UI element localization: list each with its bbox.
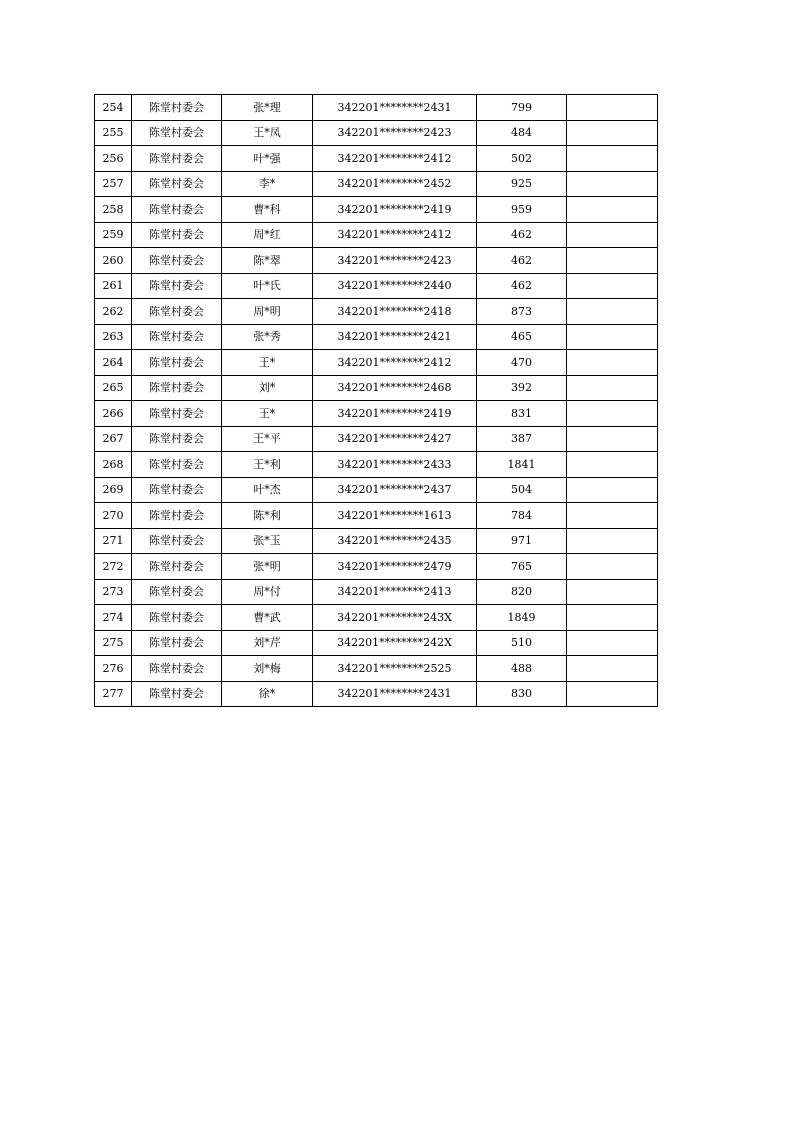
id-number-cell: 342201********2413 — [313, 579, 477, 605]
amount-cell: 470 — [477, 350, 567, 376]
note-cell — [567, 324, 658, 350]
table-row — [95, 528, 658, 554]
row-number-cell: 264 — [95, 350, 132, 376]
row-number-cell: 259 — [95, 222, 132, 248]
person-name-cell: 刘* — [222, 375, 313, 401]
amount-cell: 1841 — [477, 452, 567, 478]
village-cell: 陈堂村委会 — [132, 528, 222, 554]
person-name-cell: 刘*芹 — [222, 630, 313, 656]
note-cell — [567, 401, 658, 427]
amount-cell: 502 — [477, 146, 567, 172]
note-cell — [567, 656, 658, 682]
id-number-cell: 342201********2452 — [313, 171, 477, 197]
note-cell — [567, 477, 658, 503]
table-row — [95, 503, 658, 529]
id-number-cell: 342201********2431 — [313, 95, 477, 121]
note-cell — [567, 528, 658, 554]
table-row — [95, 452, 658, 478]
person-name-cell: 陈*利 — [222, 503, 313, 529]
id-number-cell: 342201********2525 — [313, 656, 477, 682]
table-row — [95, 171, 658, 197]
amount-cell: 925 — [477, 171, 567, 197]
note-cell — [567, 503, 658, 529]
table-row — [95, 146, 658, 172]
village-cell: 陈堂村委会 — [132, 630, 222, 656]
village-cell: 陈堂村委会 — [132, 656, 222, 682]
note-cell — [567, 375, 658, 401]
table-row — [95, 324, 658, 350]
person-name-cell: 王*利 — [222, 452, 313, 478]
village-cell: 陈堂村委会 — [132, 503, 222, 529]
id-number-cell: 342201********2433 — [313, 452, 477, 478]
note-cell — [567, 299, 658, 325]
person-name-cell: 王* — [222, 350, 313, 376]
amount-cell: 799 — [477, 95, 567, 121]
row-number-cell: 276 — [95, 656, 132, 682]
row-number-cell: 263 — [95, 324, 132, 350]
row-number-cell: 260 — [95, 248, 132, 274]
village-cell: 陈堂村委会 — [132, 273, 222, 299]
note-cell — [567, 554, 658, 580]
village-cell: 陈堂村委会 — [132, 171, 222, 197]
village-cell: 陈堂村委会 — [132, 350, 222, 376]
amount-cell: 830 — [477, 681, 567, 707]
person-name-cell: 王*凤 — [222, 120, 313, 146]
table-row — [95, 605, 658, 631]
id-number-cell: 342201********2427 — [313, 426, 477, 452]
row-number-cell: 257 — [95, 171, 132, 197]
person-name-cell: 张*理 — [222, 95, 313, 121]
person-name-cell: 叶*氏 — [222, 273, 313, 299]
note-cell — [567, 426, 658, 452]
note-cell — [567, 605, 658, 631]
note-cell — [567, 681, 658, 707]
village-cell: 陈堂村委会 — [132, 146, 222, 172]
row-number-cell: 274 — [95, 605, 132, 631]
village-cell: 陈堂村委会 — [132, 95, 222, 121]
row-number-cell: 256 — [95, 146, 132, 172]
id-number-cell: 342201********2468 — [313, 375, 477, 401]
row-number-cell: 275 — [95, 630, 132, 656]
document-page — [94, 94, 657, 707]
table-row — [95, 681, 658, 707]
table-row — [95, 273, 658, 299]
row-number-cell: 254 — [95, 95, 132, 121]
id-number-cell: 342201********2479 — [313, 554, 477, 580]
row-number-cell: 262 — [95, 299, 132, 325]
village-cell: 陈堂村委会 — [132, 452, 222, 478]
note-cell — [567, 95, 658, 121]
id-number-cell: 342201********2440 — [313, 273, 477, 299]
note-cell — [567, 120, 658, 146]
row-number-cell: 268 — [95, 452, 132, 478]
table-row — [95, 375, 658, 401]
id-number-cell: 342201********2412 — [313, 350, 477, 376]
village-cell: 陈堂村委会 — [132, 248, 222, 274]
table-row — [95, 197, 658, 223]
note-cell — [567, 248, 658, 274]
row-number-cell: 277 — [95, 681, 132, 707]
village-cell: 陈堂村委会 — [132, 299, 222, 325]
table-row — [95, 120, 658, 146]
person-name-cell: 王*平 — [222, 426, 313, 452]
village-cell: 陈堂村委会 — [132, 426, 222, 452]
row-number-cell: 271 — [95, 528, 132, 554]
person-name-cell: 王* — [222, 401, 313, 427]
amount-cell: 959 — [477, 197, 567, 223]
id-number-cell: 342201********2435 — [313, 528, 477, 554]
person-name-cell: 张*秀 — [222, 324, 313, 350]
table-row — [95, 477, 658, 503]
note-cell — [567, 197, 658, 223]
table-row — [95, 248, 658, 274]
person-name-cell: 徐* — [222, 681, 313, 707]
amount-cell: 462 — [477, 248, 567, 274]
amount-cell: 462 — [477, 273, 567, 299]
note-cell — [567, 146, 658, 172]
id-number-cell: 342201********2423 — [313, 120, 477, 146]
row-number-cell: 267 — [95, 426, 132, 452]
note-cell — [567, 350, 658, 376]
table-row — [95, 401, 658, 427]
amount-cell: 971 — [477, 528, 567, 554]
person-name-cell: 叶*杰 — [222, 477, 313, 503]
person-name-cell: 刘*梅 — [222, 656, 313, 682]
data-table — [94, 94, 658, 707]
note-cell — [567, 452, 658, 478]
amount-cell: 387 — [477, 426, 567, 452]
row-number-cell: 266 — [95, 401, 132, 427]
id-number-cell: 342201********2419 — [313, 197, 477, 223]
table-row — [95, 656, 658, 682]
village-cell: 陈堂村委会 — [132, 120, 222, 146]
village-cell: 陈堂村委会 — [132, 375, 222, 401]
id-number-cell: 342201********2421 — [313, 324, 477, 350]
village-cell: 陈堂村委会 — [132, 324, 222, 350]
person-name-cell: 曹*科 — [222, 197, 313, 223]
amount-cell: 765 — [477, 554, 567, 580]
table-row — [95, 299, 658, 325]
id-number-cell: 342201********2437 — [313, 477, 477, 503]
village-cell: 陈堂村委会 — [132, 222, 222, 248]
id-number-cell: 342201********2419 — [313, 401, 477, 427]
row-number-cell: 255 — [95, 120, 132, 146]
amount-cell: 1849 — [477, 605, 567, 631]
village-cell: 陈堂村委会 — [132, 554, 222, 580]
person-name-cell: 周*付 — [222, 579, 313, 605]
person-name-cell: 张*玉 — [222, 528, 313, 554]
village-cell: 陈堂村委会 — [132, 197, 222, 223]
person-name-cell: 李* — [222, 171, 313, 197]
note-cell — [567, 171, 658, 197]
amount-cell: 465 — [477, 324, 567, 350]
id-number-cell: 342201********2412 — [313, 222, 477, 248]
person-name-cell: 周*明 — [222, 299, 313, 325]
row-number-cell: 273 — [95, 579, 132, 605]
table-body — [95, 95, 658, 707]
row-number-cell: 272 — [95, 554, 132, 580]
table-row — [95, 579, 658, 605]
id-number-cell: 342201********1613 — [313, 503, 477, 529]
amount-cell: 392 — [477, 375, 567, 401]
person-name-cell: 张*明 — [222, 554, 313, 580]
village-cell: 陈堂村委会 — [132, 681, 222, 707]
amount-cell: 873 — [477, 299, 567, 325]
table-row — [95, 95, 658, 121]
person-name-cell: 曹*武 — [222, 605, 313, 631]
id-number-cell: 342201********2423 — [313, 248, 477, 274]
row-number-cell: 269 — [95, 477, 132, 503]
amount-cell: 820 — [477, 579, 567, 605]
amount-cell: 462 — [477, 222, 567, 248]
row-number-cell: 261 — [95, 273, 132, 299]
amount-cell: 510 — [477, 630, 567, 656]
id-number-cell: 342201********2412 — [313, 146, 477, 172]
person-name-cell: 叶*强 — [222, 146, 313, 172]
table-row — [95, 222, 658, 248]
amount-cell: 504 — [477, 477, 567, 503]
note-cell — [567, 579, 658, 605]
row-number-cell: 265 — [95, 375, 132, 401]
person-name-cell: 陈*翠 — [222, 248, 313, 274]
row-number-cell: 258 — [95, 197, 132, 223]
table-row — [95, 554, 658, 580]
village-cell: 陈堂村委会 — [132, 477, 222, 503]
row-number-cell: 270 — [95, 503, 132, 529]
note-cell — [567, 273, 658, 299]
id-number-cell: 342201********242X — [313, 630, 477, 656]
id-number-cell: 342201********2431 — [313, 681, 477, 707]
note-cell — [567, 222, 658, 248]
id-number-cell: 342201********243X — [313, 605, 477, 631]
amount-cell: 784 — [477, 503, 567, 529]
amount-cell: 488 — [477, 656, 567, 682]
id-number-cell: 342201********2418 — [313, 299, 477, 325]
village-cell: 陈堂村委会 — [132, 401, 222, 427]
person-name-cell: 周*红 — [222, 222, 313, 248]
note-cell — [567, 630, 658, 656]
table-row — [95, 630, 658, 656]
table-row — [95, 350, 658, 376]
amount-cell: 484 — [477, 120, 567, 146]
village-cell: 陈堂村委会 — [132, 605, 222, 631]
village-cell: 陈堂村委会 — [132, 579, 222, 605]
table-row — [95, 426, 658, 452]
amount-cell: 831 — [477, 401, 567, 427]
